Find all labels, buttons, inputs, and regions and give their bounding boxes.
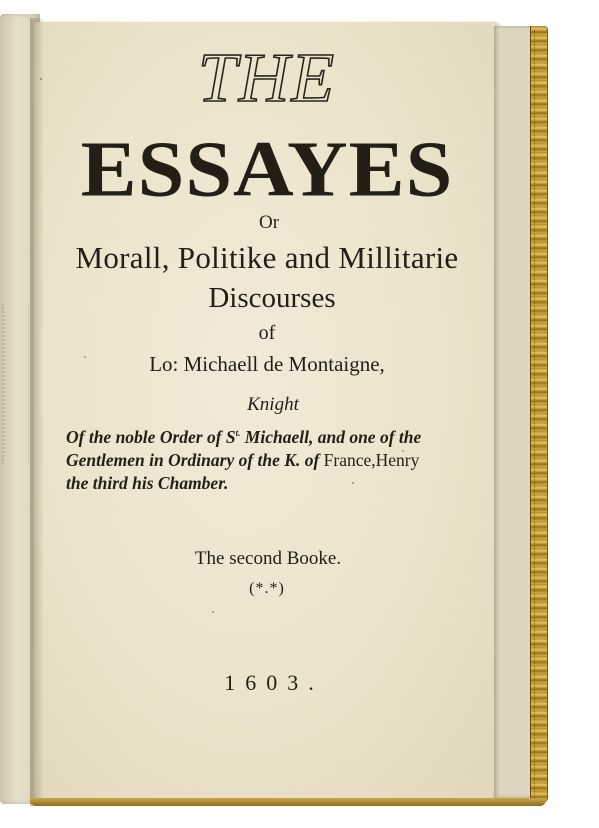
volume-label: The second Booke. [194,548,342,569]
title-the: THE [197,40,337,117]
binding-bottom-edge [30,798,546,806]
honours-end: the third his Chamber. [66,472,229,493]
subtitle-discourses: Discourses [208,282,336,314]
title-essayes: ESSAYES [80,125,454,214]
author-honours [66,422,438,495]
subtitle-morall: Morall, Politike and Millitarie [75,240,459,275]
honours-body: Michaell, and one of the Gentlemen in Ordinary of the K. of [66,426,422,470]
honours-sup: t. [235,428,241,438]
imprint-year: 1603. [224,670,324,695]
printers-mark: (*.*) [249,580,285,597]
honours-france-henry: France,Henry [323,449,420,470]
author-name: Lo: Michaell de Montaigne, [149,352,385,376]
gilt-fore-edge [530,26,548,802]
honours-prefix: Of the noble Order of S [66,426,236,447]
title-or: Or [258,212,280,233]
show-through-ornament [2,304,29,464]
author-rank: Knight [247,394,299,415]
subtitle-of: of [258,322,276,344]
